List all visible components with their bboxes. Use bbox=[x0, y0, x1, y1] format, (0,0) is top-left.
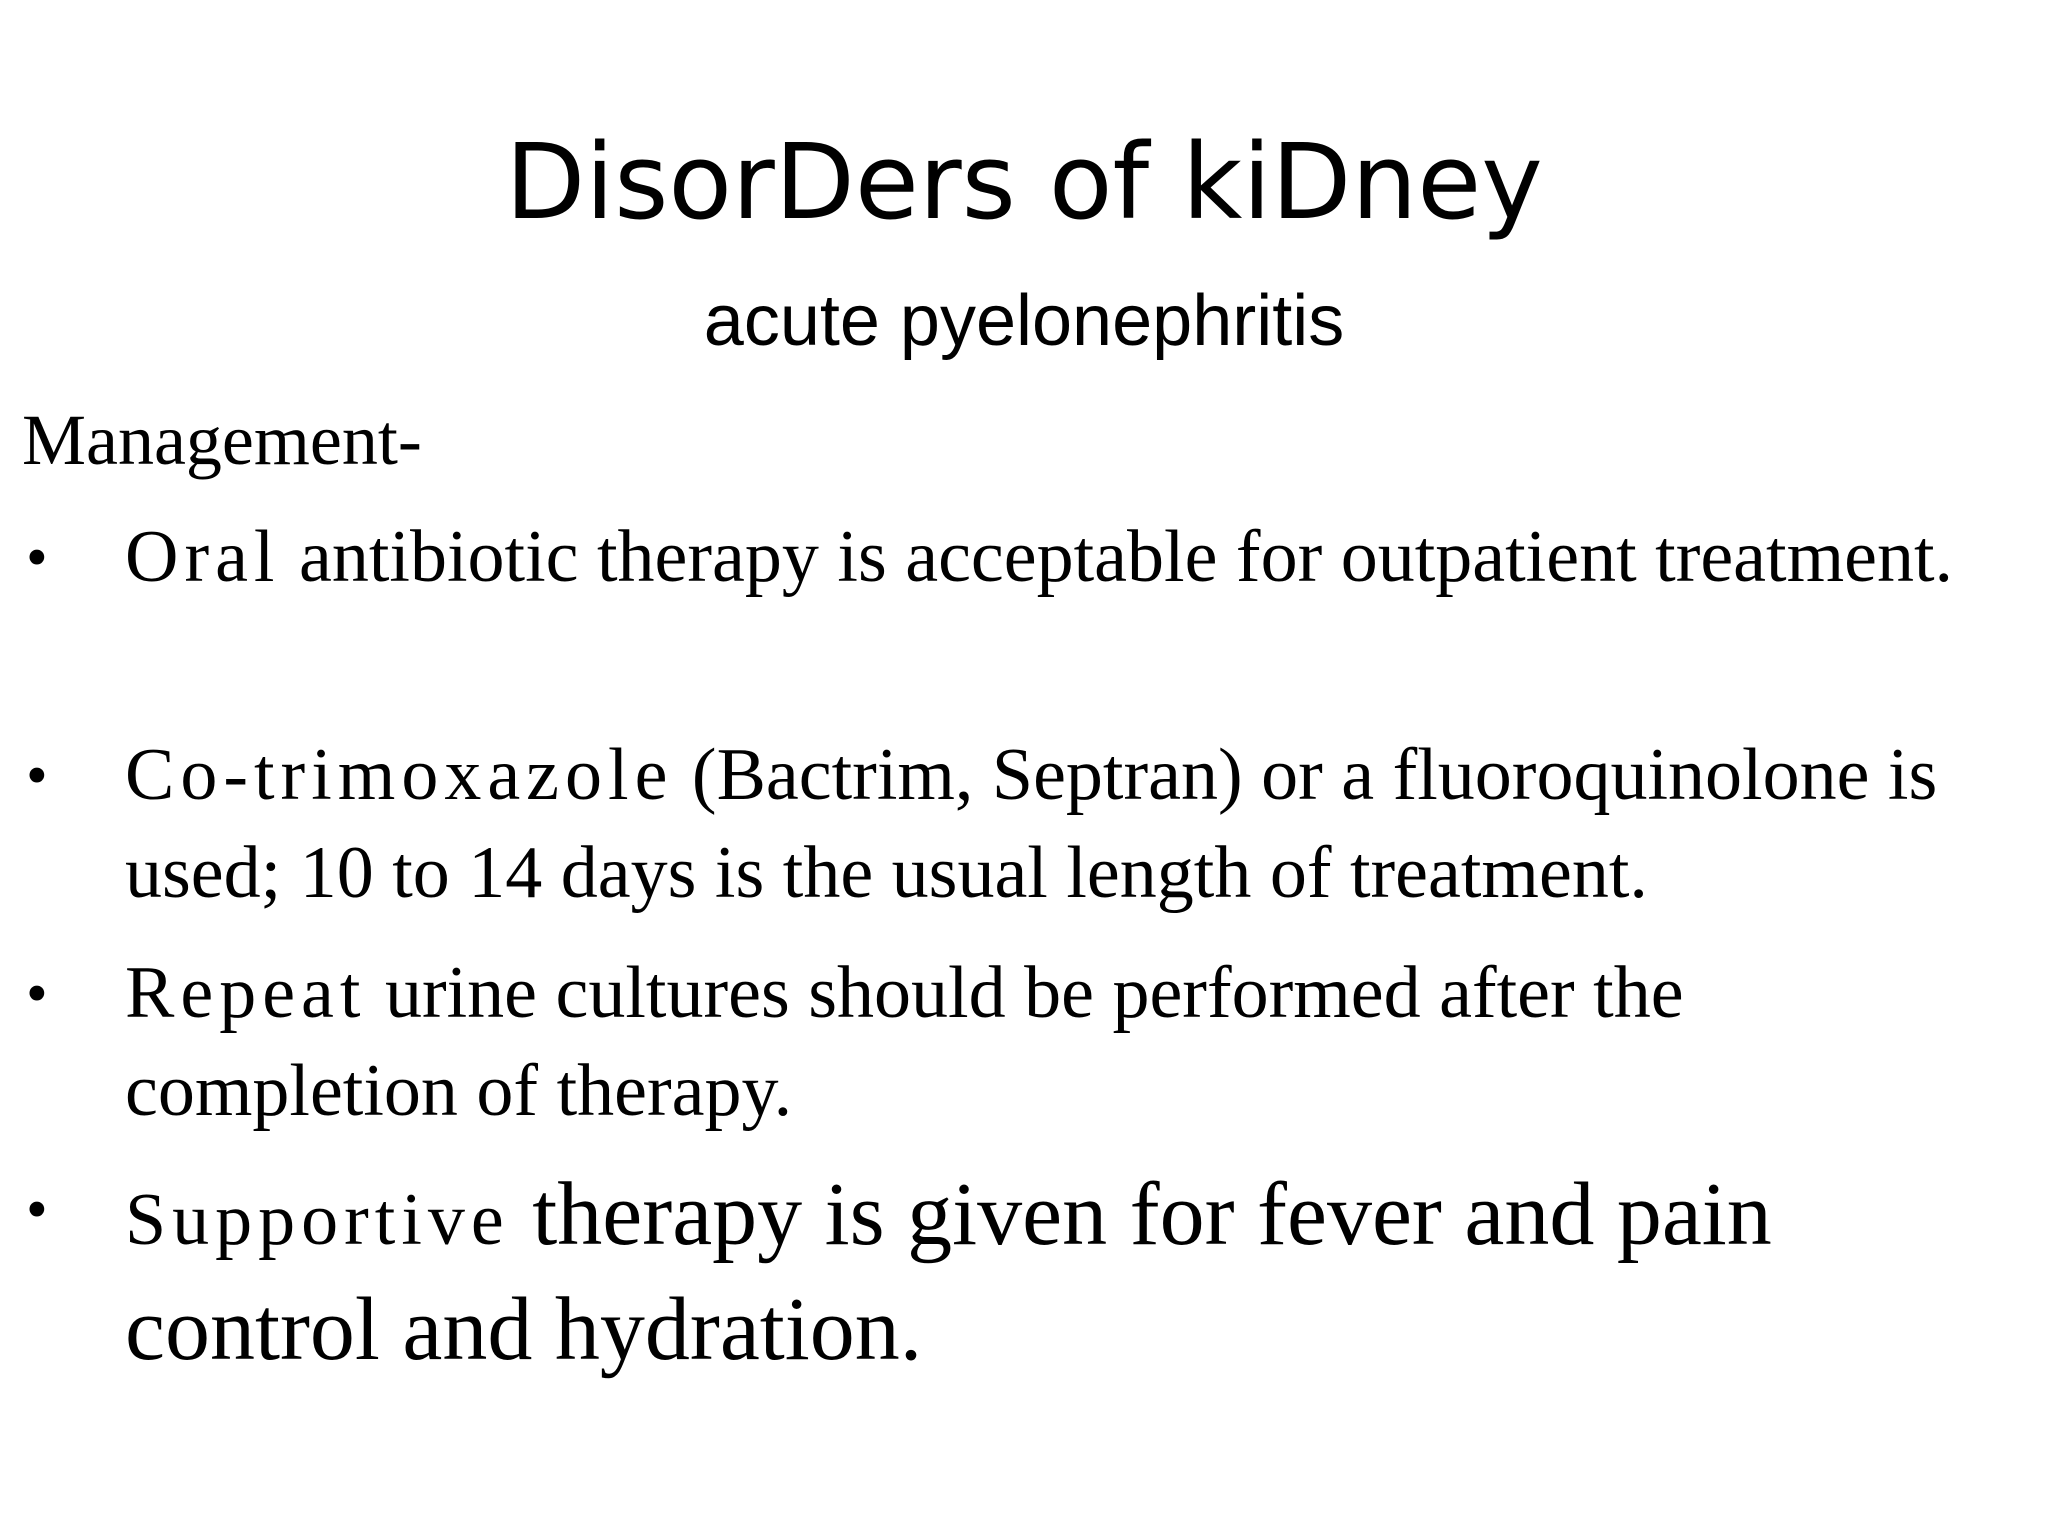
bullet-body: urine cultures should be performed after the completion of therapy. bbox=[125, 952, 1684, 1132]
bullet-lead-word: Oral bbox=[125, 516, 281, 598]
bullet-text bbox=[125, 944, 2025, 1140]
slide-title: DisorDers of kiDney bbox=[505, 121, 1543, 243]
bullet-marker: • bbox=[26, 742, 48, 810]
section-label: Management- bbox=[22, 400, 422, 480]
bullet-body: antibiotic therapy is acceptable for outpatient treatment. bbox=[280, 516, 1954, 598]
bullet-text bbox=[125, 1160, 2025, 1385]
bullet-lead-word: Repeat bbox=[125, 952, 367, 1034]
bullet-text bbox=[125, 726, 2025, 922]
bullet-lead-word: Supportive bbox=[125, 1179, 510, 1261]
bullet-body: therapy is given for fever and pain control and hydration. bbox=[125, 1165, 1772, 1379]
bullet-marker: • bbox=[26, 524, 48, 592]
bullet-marker: • bbox=[26, 960, 48, 1028]
bullet-body: (Bactrim, Septran) or a fluoroquinolone is used; 10 to 14 days is the usual length of treatment. bbox=[125, 734, 1938, 914]
bullet-marker: • bbox=[26, 1176, 48, 1244]
slide-subtitle: acute pyelonephritis bbox=[703, 281, 1345, 361]
bullet-lead-word: Co-trimoxazole bbox=[125, 734, 674, 816]
bullet-text bbox=[125, 508, 2025, 606]
